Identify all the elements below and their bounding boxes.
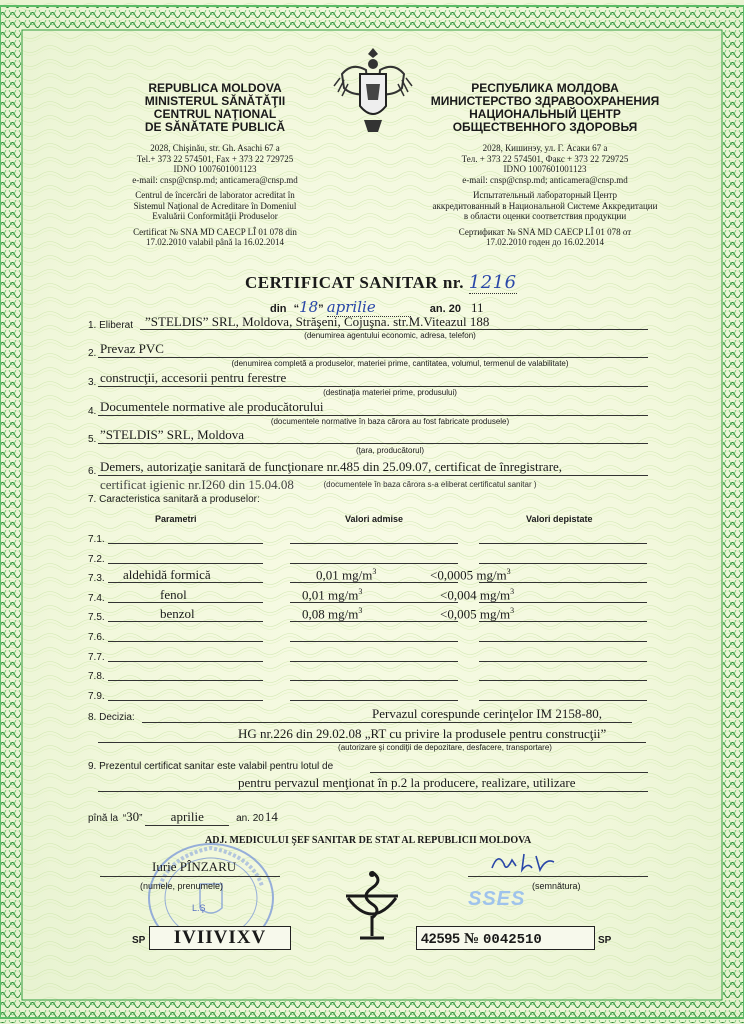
header-right (410, 82, 680, 248)
field6-label: 6. (88, 466, 97, 477)
signature-caption: (semnătura) (532, 881, 581, 891)
signature-heading: ADJ. MEDICULUI ŞEF SANITAR DE STAT AL REPUBLICII MOLDOVA (205, 835, 532, 846)
field5-value: ”STELDIS” SRL, Moldova (100, 427, 245, 442)
table-row-admis-line (290, 680, 458, 681)
table-row-param: fenol (160, 586, 187, 602)
validity-line2 (98, 791, 648, 792)
table-row-depistat (430, 567, 511, 583)
field7-label: 7. Caracteristica sanitară a produselor: (88, 494, 260, 505)
header-left-accred1: Centrul de încercări de laborator acreditat în (135, 190, 295, 200)
field1-caption: (denumirea agentului economic, adresa, telefon) (304, 331, 476, 340)
table-row-number: 7.4. (88, 592, 105, 604)
table-row-depistat-line (479, 641, 647, 642)
field2-line (98, 357, 648, 358)
serial-right-number: 42595 (421, 930, 460, 946)
table-row-param-line (108, 661, 263, 662)
field5-line (98, 443, 648, 444)
validity-month: aprilie (145, 809, 229, 826)
header-left-idno: IDNO 1007601001123 (173, 164, 257, 174)
validity-pina: pînă la (88, 813, 119, 824)
table-row-depistat-line (479, 700, 647, 701)
table-row-admis (302, 587, 362, 603)
header-left-accred2: Sistemul Naţional de Acreditare în Domeniul (133, 200, 297, 211)
header-left-center2: DE SĂNĂTATE PUBLICĂ (144, 120, 286, 134)
date-din: din (270, 303, 287, 315)
table-row-admis (302, 606, 362, 622)
table-row-depistat-value: <0,004 mg/m (440, 587, 511, 603)
date-year-prefix: an. 20 (429, 303, 461, 315)
table-row-param-line (108, 563, 263, 564)
table-row-number: 7.3. (88, 573, 105, 585)
header-right-center2: ОБЩЕСТВЕННОГО ЗДОРОВЬЯ (452, 120, 638, 134)
table-header-param: Parametri (155, 514, 197, 524)
field2-caption: (denumirea completă a produselor, materiei prime, cantitatea, volumul, termenul de valabilitate) (231, 359, 569, 368)
unit-superscript: 3 (510, 586, 515, 596)
header-right-cert2: 17.02.2010 годен до 16.02.2014 (486, 237, 604, 247)
header-right-accred2: аккредитованный в Национальной Системе Аккредитации (432, 200, 658, 211)
table-row-depistat-line (479, 661, 647, 662)
field3-label: 3. (88, 377, 97, 388)
table-row-admis-value: 0,08 mg/m (302, 606, 359, 622)
serial-right-suffix: SP (598, 935, 612, 946)
decision-caption: (autorizare şi condiţii de depozitare, desfacere, transportare) (338, 743, 552, 752)
table-row-number: 7.9. (88, 690, 105, 702)
table-row-param-line (108, 700, 263, 701)
table-row-depistat-line (479, 563, 647, 564)
serial-right-box (416, 926, 595, 950)
field4-value: Documentele normative ale producătorului (100, 399, 324, 414)
table-header-depistate: Valori depistate (526, 514, 593, 524)
table-row-admis-value: 0,01 mg/m (302, 587, 359, 603)
header-left-cert2: 17.02.2010 valabil până la 16.02.2014 (146, 237, 284, 247)
header-left-address: 2028, Chişinău, str. Gh. Asachi 67 a (150, 143, 280, 153)
field2-value: Prevaz PVC (100, 341, 164, 356)
decision-value-line1: Pervazul corespunde cerinţelor IM 2158-80, (372, 706, 602, 721)
serial-right-serial: 0042510 (483, 932, 542, 948)
table-row-param-line (108, 641, 263, 642)
decision-value-line2: HG nr.226 din 29.02.08 „RT cu privire la produsele pentru construcţii” (238, 726, 607, 741)
table-row-number: 7.6. (88, 632, 105, 643)
header-right-ministry: МИНИСТЕРСТВО ЗДРАВООХРАНЕНИЯ (430, 94, 660, 108)
certificate-title (245, 272, 517, 293)
validity-year-prefix: an. 20 (236, 813, 264, 824)
table-row-number: 7.2. (88, 553, 105, 565)
handwritten-signature-icon (488, 848, 560, 876)
field5-caption: (ţara, producătorul) (355, 446, 425, 455)
unit-superscript: 3 (510, 606, 515, 616)
table-row-number: 7.5. (88, 612, 105, 624)
field1-label: 1. Eliberat (88, 320, 134, 331)
validity-day: 30 (126, 809, 140, 824)
table-header-admise: Valori admise (345, 514, 404, 524)
sses-logo: SSES (468, 888, 526, 910)
table-row-admis-line (290, 543, 458, 544)
header-right-country: РЕСПУБЛИКА МОЛДОВА (471, 81, 619, 95)
table-row-number: 7.8. (88, 671, 105, 683)
name-caption: (numele, prenumele) (140, 881, 224, 891)
field3-line (98, 386, 648, 387)
field6-value-line1: Demers, autorizaţie sanitară de funcţionare nr.485 din 25.09.07, certificat de înregistrare, (100, 459, 563, 474)
hygeia-bowl-icon (342, 870, 402, 942)
header-left-cert1: Certificat № SNA MD CAECP LÎ 01 078 din (133, 226, 297, 237)
coat-of-arms-icon (332, 44, 414, 138)
header-right-cert1: Сертификат № SNA MD CAECP LÎ 01 078 от (458, 226, 632, 237)
field4-line (98, 415, 648, 416)
date-month: aprilie (327, 298, 411, 317)
table-row-admis-line (290, 661, 458, 662)
table-row-admis-line (290, 641, 458, 642)
date-day: 18 (299, 298, 319, 316)
header-left-phone: Tel.+ 373 22 574501, Fax + 373 22 729725 (136, 153, 294, 164)
signatory-name: Iurie PÎNZARU (152, 859, 237, 874)
table-row-admis-line (290, 563, 458, 564)
serial-left-prefix: SP (132, 935, 146, 946)
field4-label: 4. (88, 406, 97, 417)
field6-value-line2: certificat igienic nr.I260 din 15.04.08 (100, 477, 294, 492)
field3-value: construcţii, accesorii pentru ferestre (100, 370, 287, 385)
table-row-depistat-line (479, 543, 647, 544)
validity-line1 (370, 772, 648, 773)
date-year-suffix: 11 (470, 300, 484, 315)
header-left-email: e-mail: cnsp@cnsp.md; anticamera@cnsp.md (132, 174, 298, 185)
header-right-accred1: Испытательный лабораторный Центр (472, 190, 618, 200)
certificate-number: 1216 (468, 272, 517, 293)
table-row-number: 7.7. (88, 651, 105, 663)
header-left-accred3: Evaluării Conformităţii Produselor (152, 211, 278, 221)
certificate-date: din “18” aprilie an. 20 11 (270, 298, 484, 316)
header-left-country: REPUBLICA MOLDOVA (148, 81, 282, 95)
header-right-accred3: в области оценки соответствия продукции (463, 211, 627, 221)
table-row-admis-value: 0,01 mg/m (316, 567, 373, 583)
unit-superscript: 3 (506, 567, 511, 577)
table-row-param: aldehidă formică (123, 567, 211, 583)
table-row-param: benzol (160, 606, 195, 622)
table-row-depistat (440, 587, 514, 603)
field3-caption: (destinaţia materiei prime, produsului) (323, 388, 457, 397)
field1-line (140, 329, 648, 330)
header-right-address: 2028, Кишинэу, ул. Г. Асаки 67 а (482, 143, 608, 153)
unit-superscript: 3 (358, 606, 363, 616)
validity-year-suffix: 14 (264, 809, 278, 824)
validity-value: pentru pervazul menţionat în p.2 la producere, realizare, utilizare (238, 775, 576, 790)
field4-caption: (documentele normative în baza cărora au fost fabricate produsele) (270, 417, 510, 426)
table-row-depistat (440, 606, 514, 622)
serial-left-code: IVIIVIXV (149, 926, 291, 950)
field2-label: 2. (88, 348, 97, 359)
validity-label: 9. Prezentul certificat sanitar este valabil pentru lotul de (88, 761, 334, 772)
field5-label: 5. (88, 434, 97, 445)
table-row-admis-line (290, 700, 458, 701)
table-row-depistat-value: <0,005 mg/m (440, 606, 511, 622)
unit-superscript: 3 (372, 567, 377, 577)
table-row-depistat-line (479, 680, 647, 681)
serial-right-no: № (463, 931, 480, 947)
table-row-number: 7.1. (88, 534, 105, 545)
decision-line1 (142, 722, 632, 723)
unit-superscript: 3 (358, 586, 363, 596)
name-line (100, 876, 280, 877)
table-row-param-line (108, 680, 263, 681)
decision-label: 8. Decizia: (88, 712, 135, 723)
field6-line (98, 475, 648, 476)
header-right-center: НАЦИОНАЛЬНЫЙ ЦЕНТР (469, 107, 621, 121)
header-right-email: e-mail: cnsp@cnsp.md; anticamera@cnsp.md (462, 174, 628, 185)
certificate-title-label: CERTIFICAT SANITAR nr. (245, 273, 465, 292)
header-right-phone: Тел. + 373 22 574501, Факс + 373 22 729725 (461, 153, 629, 164)
table-row-param-line (108, 543, 263, 544)
stamp-ls: L.Ş (192, 903, 206, 913)
field1-value: ”STELDIS” SRL, Moldova, Străşeni, Cojuşna. str.M.Viteazul 188 (145, 314, 490, 329)
table-row-admis (316, 567, 376, 583)
header-left (95, 82, 335, 248)
header-left-center: CENTRUL NAŢIONAL (153, 107, 277, 121)
header-left-ministry: MINISTERUL SĂNĂTĂŢII (144, 94, 286, 108)
header-right-idno: IDNO 1007601001123 (503, 164, 587, 174)
table-row-depistat-value: <0,0005 mg/m (430, 567, 507, 583)
field6-caption: (documentele în baza cărora s-a eliberat certificatul sanitar ) (323, 480, 537, 489)
signature-line (468, 876, 648, 877)
validity-date: pînă la “30” aprilie an. 2014 (88, 809, 278, 824)
